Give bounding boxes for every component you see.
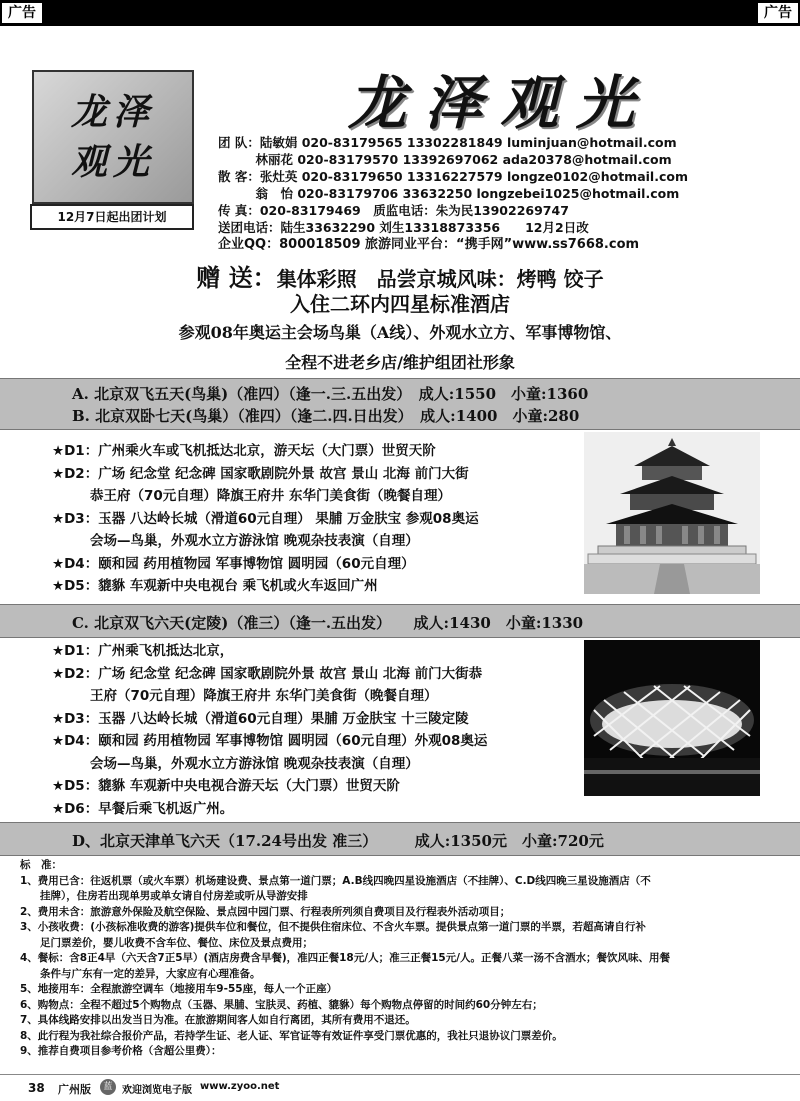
route-c-title: C. 北京双飞六天(定陵)（准三）（逢一.五出发） 成人:1430 小童:1330 <box>72 614 584 632</box>
contact-individual-2: 翁 怡 020-83179706 33632250 longzebei1025@hotmail.com <box>218 186 680 201</box>
contact-dispatch: 送团电话：陆生33632290 刘生13318873356 12月2日改 <box>218 220 589 235</box>
ad-label-right: 广告 <box>758 3 798 23</box>
company-logo <box>32 70 194 204</box>
standard-9: 9、推荐自费项目参考价格（含超公里费）： <box>20 1045 222 1057</box>
logo-line-1: 龙泽 <box>70 91 155 133</box>
ab-day-3: ★D3：玉器 八达岭长城（滑道60元自理） 果脯 万金肤宝 参观08奥运 <box>52 510 479 527</box>
birds-nest-photo <box>584 640 760 796</box>
standard-2: 2、费用未含：旅游意外保险及航空保险、景点园中园门票、行程表所列须自费项目及行程表外活动项目； <box>20 905 511 918</box>
header <box>0 26 800 252</box>
standard-4-cont: 条件与广东有一定的差异，大家应有心理准备。 <box>40 967 261 980</box>
edition-badge-icon: 蓝 <box>100 1079 116 1095</box>
c-day-2: ★D2：广场 纪念堂 纪念碑 国家歌剧院外景 故宫 景山 北海 前门大街恭 <box>52 665 483 682</box>
ab-day-4: ★D4：颐和园 药用植物园 军事博物馆 圆明园（60元自理） <box>52 555 415 572</box>
ab-day-1: ★D1：广州乘火车或飞机抵达北京，游天坛（大门票）世贸天阶 <box>52 443 436 459</box>
standard-7: 7、具体线路安排以出发当日为准。在旅游期间客人如自行离团，其所有费用不退还。 <box>20 1014 416 1026</box>
gift-items: 集体彩照 品尝京城风味：烤鸭 饺子 <box>276 267 604 291</box>
contact-fax: 传 真：020-83179469 质监电话：朱为民13902269747 <box>218 203 569 218</box>
standard-3: 3、小孩收费：(小孩标准收费的游客)提供车位和餐位，但不提供住宿床位、不含火车票。提供景点第一道门票的半票，若超高请自行补 <box>20 921 646 933</box>
page-footer <box>0 1074 800 1101</box>
standard-6: 6、购物点：全程不超过5个购物点（玉器、果脯、宝肤灵、药植、貔貅）每个购物点停留的时间约60分钟左右； <box>20 998 543 1011</box>
standards-heading: 标 准： <box>20 859 62 871</box>
plan-tag: 12月7日起出团计划 <box>30 204 194 230</box>
website-link[interactable]: www.zyoo.net <box>200 1081 280 1092</box>
c-day-3: ★D3：玉器 八达岭长城（滑道60元自理）果脯 万金肤宝 十三陵定陵 <box>52 710 469 727</box>
route-ab-itinerary <box>52 440 479 598</box>
c-day-4: ★D4：颐和园 药用植物园 军事博物馆 圆明园（60元自理）外观08奥运 <box>52 733 488 749</box>
route-c-band <box>0 604 800 638</box>
contact-qq: 企业QQ：800018509 旅游同业平台：“携手网”www.ss7668.com <box>218 237 640 252</box>
standard-4: 4、餐标：含8正4早（六天含7正5早）(酒店房费含早餐)，准四正餐18元/人；准三正餐15元/人。正餐八菜一汤不含酒水；餐饮风味、用餐 <box>20 952 671 964</box>
standard-5: 5、地接用车：全程旅游空调车（地接用车9-55座，每人一个正座） <box>20 983 338 995</box>
logo-line-2: 观光 <box>70 141 155 183</box>
temple-of-heaven-photo <box>584 432 760 594</box>
gift-line-2: 入住二环内四星标准酒店 <box>290 292 510 316</box>
ab-day-3-cont: 会场—鸟巢，外观水立方游泳馆 晚观杂技表演（自理） <box>90 533 419 549</box>
edition-label: 广州版 <box>58 1083 91 1096</box>
page-number: 38 <box>28 1081 45 1095</box>
standard-1: 1、费用已含：往返机票（或火车票）机场建设费、景点第一道门票；A.B线四晚四星设施酒店（不挂牌）、C.D线四晚三星设施酒店（不 <box>20 874 651 887</box>
c-day-4-cont: 会场—鸟巢，外观水立方游泳馆 晚观杂技表演（自理） <box>90 755 419 772</box>
gift-line-4: 全程不进老乡店/维护组团社形象 <box>285 353 515 372</box>
contact-team-2: 林丽花 020-83179570 13392697062 ada20378@hotmail.com <box>218 152 672 167</box>
c-day-1: ★D1：广州乘飞机抵达北京， <box>52 643 234 659</box>
route-ab-band <box>0 378 800 430</box>
brand-title: 龙泽观光 <box>347 69 652 137</box>
ad-label-left: 广告 <box>2 3 42 23</box>
c-day-5: ★D5：貔貅 车观新中央电视合游天坛（大门票）世贸天阶 <box>52 778 400 794</box>
c-day-2-cont: 王府（70元自理）降旗王府井 东华门美食街（晚餐自理） <box>90 688 438 704</box>
c-day-6: ★D6：早餐后乘飞机返广州。 <box>52 800 234 817</box>
standard-8: 8、此行程为我社综合报价产品，若持学生证、老人证、军官证等有效证件享受门票优惠的，我社只退协议门票差价。 <box>20 1029 563 1042</box>
ab-day-5: ★D5：貔貅 车观新中央电视台 乘飞机或火车返回广州 <box>52 578 378 594</box>
standard-3-cont: 足门票差价，婴儿收费不含车位、餐位、床位及景点费用； <box>40 936 313 949</box>
ab-day-2-cont: 恭王府（70元自理）降旗王府井 东华门美食街（晚餐自理） <box>90 488 451 504</box>
contact-team-1: 团 队：陆敏娟 020-83179565 13302281849 luminjuan@hotmail.com <box>218 135 677 150</box>
route-a-title: A. 北京双飞五天(鸟巢)（准四）（逢一.三.五出发） 成人:1550 小童:1360 <box>72 385 589 403</box>
standards-block <box>20 858 788 1060</box>
contact-individual-1: 散 客：张灶英 020-83179650 13316227579 longze0102@hotmail.com <box>218 169 688 184</box>
ab-day-2: ★D2：广场 纪念堂 纪念碑 国家歌剧院外景 故宫 景山 北海 前门大街 <box>52 465 469 482</box>
route-d-title: D、北京天津单飞六天（17.24号出发 准三） 成人:1350元 小童:720元 <box>72 832 604 850</box>
top-ad-bar <box>0 0 800 26</box>
gift-section <box>0 240 800 378</box>
browse-label: 欢迎浏览电子版 <box>122 1085 192 1096</box>
route-b-title: B. 北京双卧七天(鸟巢）（准四）（逢二.四.日出发） 成人:1400 小童:280 <box>72 407 580 425</box>
route-d-band <box>0 822 800 856</box>
gift-label: 赠 送： <box>196 263 277 292</box>
standard-1-cont: 挂牌），住房若出现单男或单女请自付房差或听从导游安排 <box>40 890 308 902</box>
route-c-itinerary <box>52 640 487 820</box>
gift-line-3: 参观08年奥运主会场鸟巢（A线）、外观水立方、军事博物馆、 <box>178 323 622 342</box>
contact-block <box>218 134 788 253</box>
